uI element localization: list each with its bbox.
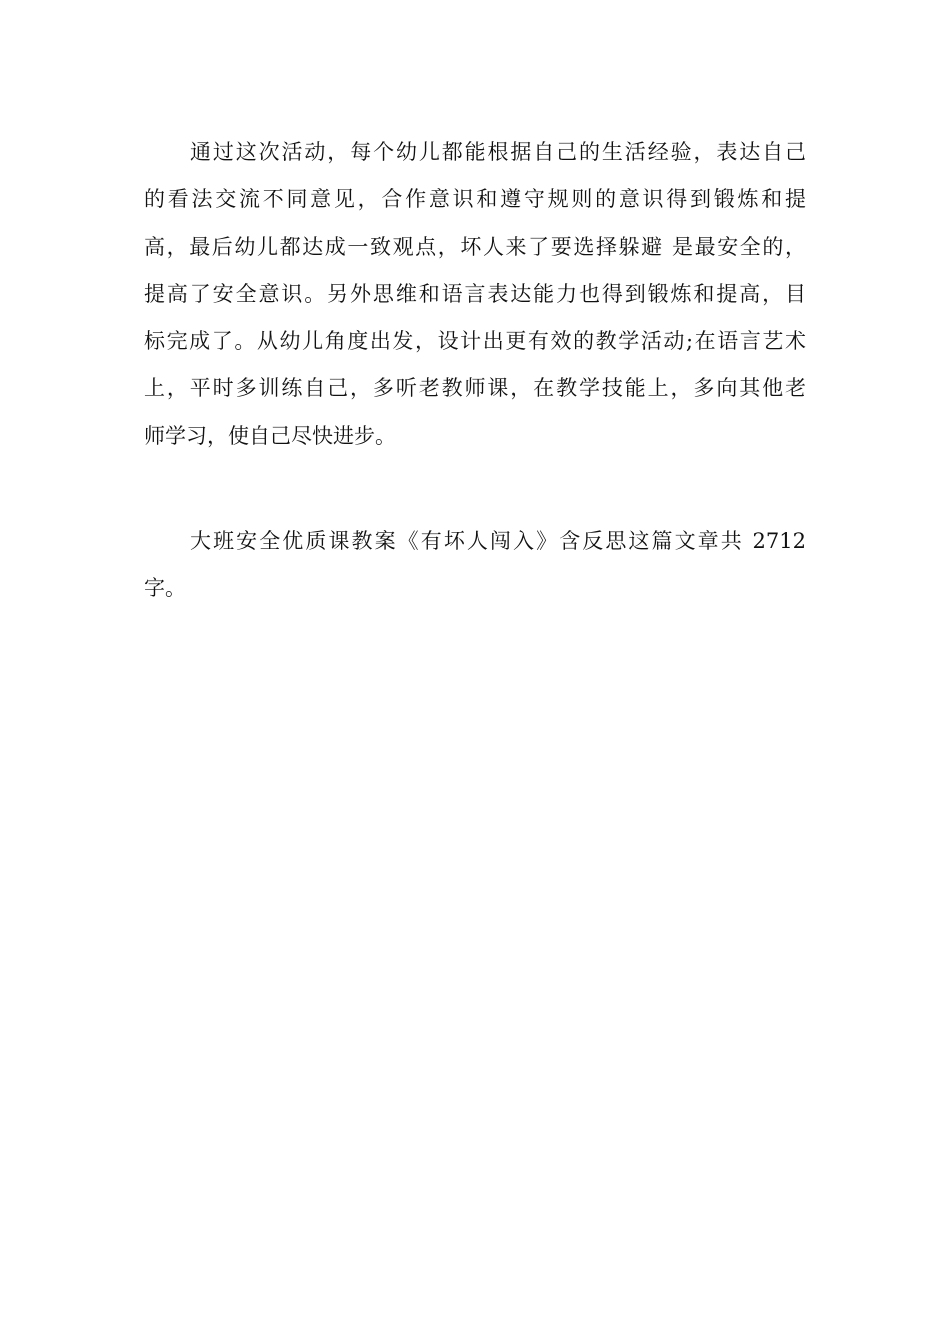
word-count-paragraph — [144, 518, 806, 613]
paragraph-line: 通过这次活动，每个幼儿都能根据自己的生活经验，表达自己 — [190, 140, 806, 164]
paragraph-line: 师学习，使自己尽快进步。 — [144, 423, 396, 448]
document-body — [144, 129, 806, 613]
paragraph-line: 高，最后幼儿都达成一致观点，坏人来了要选择躲避 是最安全的， — [144, 234, 806, 259]
paragraph-line: 提高了安全意识。另外思维和语言表达能力也得到锻炼和提高，目 — [144, 281, 806, 306]
paragraph-line: 的看法交流不同意见，合作意识和遵守规则的意识得到锻炼和提 — [144, 187, 806, 212]
paragraph-line: 上，平时多训练自己，多听老教师课，在教学技能上，多向其他老 — [144, 376, 806, 401]
paragraph-line: 字。 — [144, 576, 186, 601]
paragraph-line: 大班安全优质课教案《有坏人闯入》含反思这篇文章共 2712 — [190, 529, 806, 554]
paragraph-spacer — [144, 460, 806, 518]
reflection-paragraph — [144, 129, 806, 460]
paragraph-line: 标完成了。从幼儿角度出发，设计出更有效的教学活动;在语言艺术 — [144, 329, 806, 354]
